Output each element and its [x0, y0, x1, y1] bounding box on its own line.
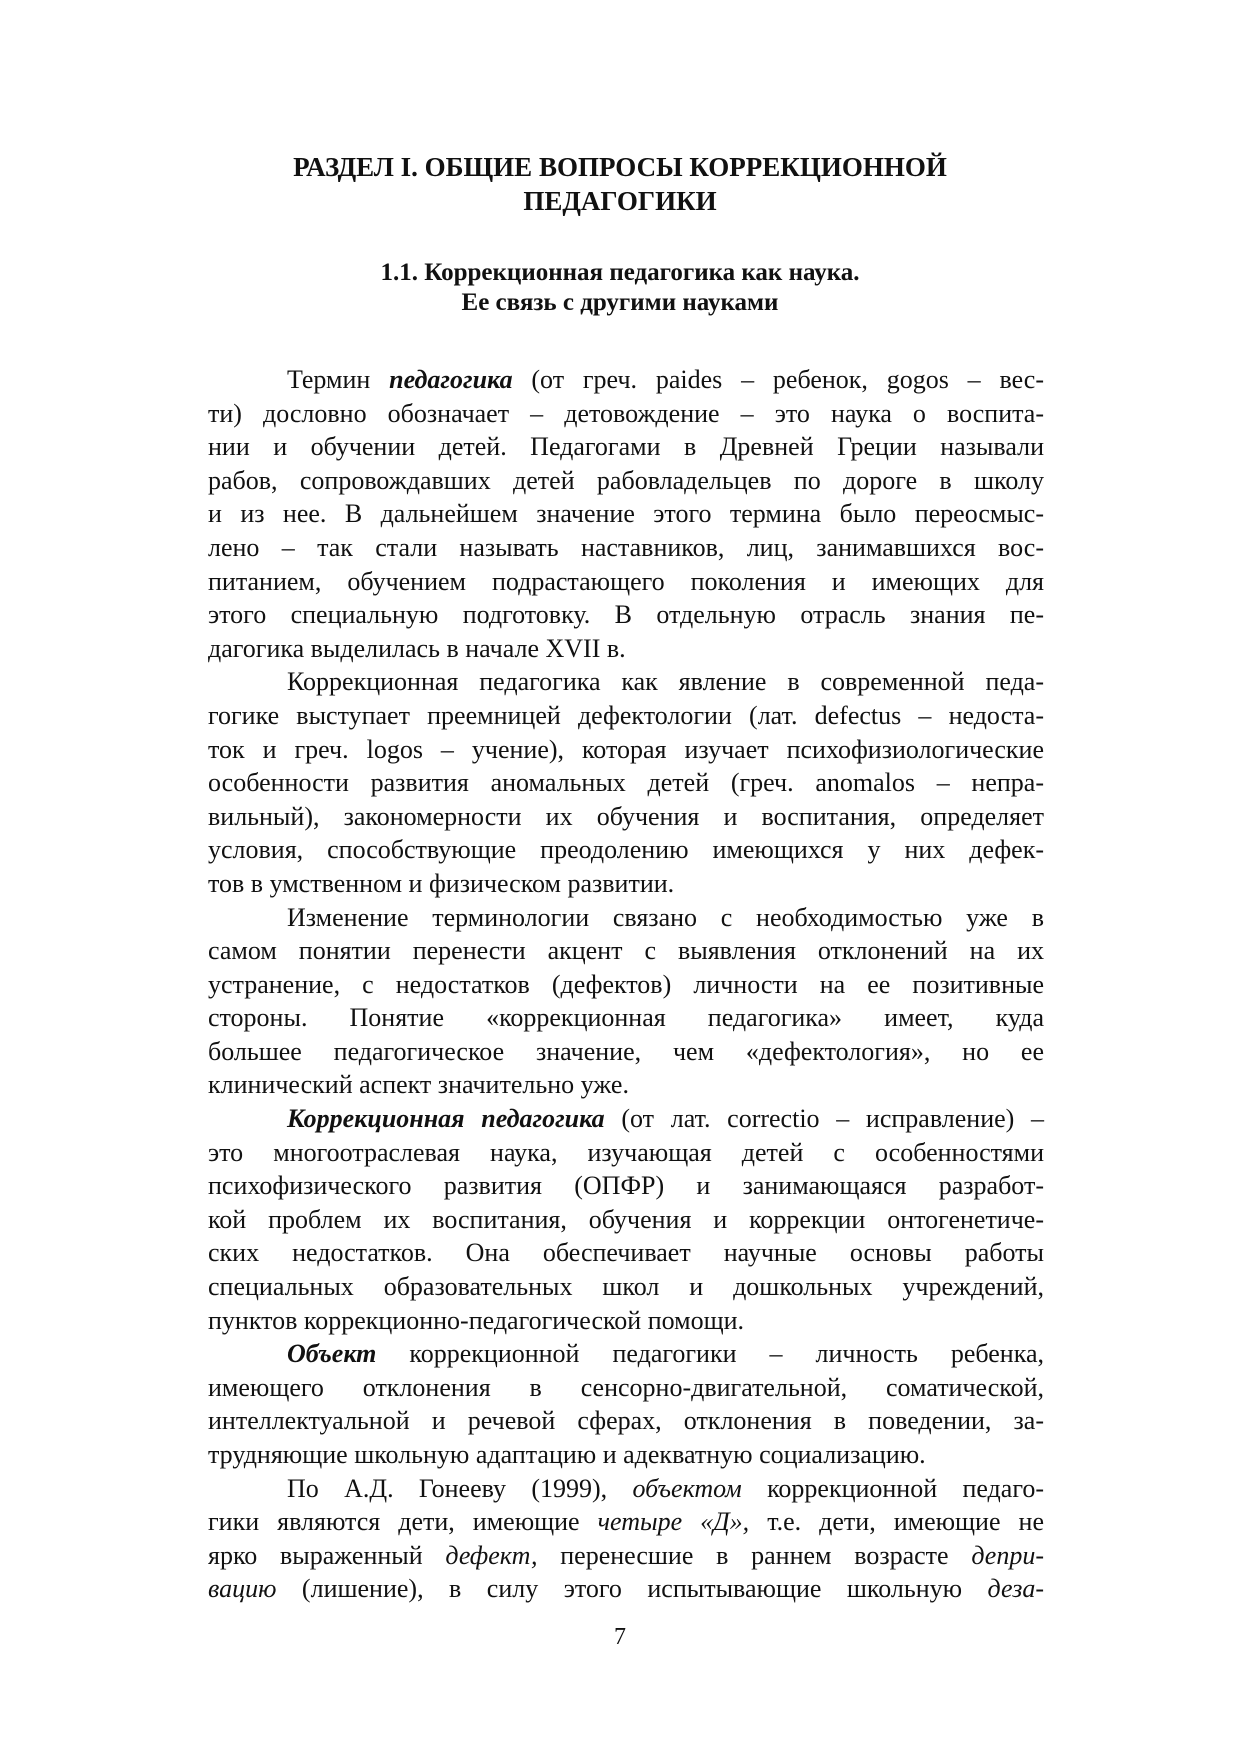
italic-term: дефект,	[445, 1540, 538, 1570]
italic-term: вацию	[208, 1574, 277, 1604]
text-line	[208, 497, 1044, 531]
section-title	[0, 150, 1240, 218]
text-segment: гики являются дети, имеющие	[208, 1507, 598, 1537]
text-line	[208, 1337, 1044, 1371]
text-line	[208, 397, 1044, 431]
paragraph	[208, 1472, 1044, 1606]
text-segment: это многоотраслевая наука, изучающая детей с особенностями	[208, 1137, 1044, 1167]
paragraph	[208, 901, 1044, 1103]
text-segment: (лишение), в силу этого испытывающие школьную	[276, 1574, 988, 1604]
text-segment: вильный), закономерности их обучения и воспитания, определяет	[208, 801, 1044, 831]
text-line	[208, 833, 1044, 867]
text-line	[208, 665, 1044, 699]
text-line	[208, 867, 1044, 901]
text-line	[208, 766, 1044, 800]
text-segment: самом понятии перенести акцент с выявления отклонений на их	[208, 936, 1044, 966]
text-line	[208, 1505, 1044, 1539]
text-line	[208, 632, 1044, 666]
text-segment: ток и греч. logos – учение), которая изучает психофизиологические	[208, 734, 1044, 764]
text-line	[208, 1068, 1044, 1102]
body-text	[208, 363, 1044, 1606]
subsection-title-line-1: 1.1. Коррекционная педагогика как наука.	[380, 259, 860, 286]
text-segment: стороны. Понятие «коррекционная педагогика» имеет, куда	[208, 1003, 1044, 1033]
text-line	[208, 800, 1044, 834]
term-emphasis: Объект	[287, 1339, 377, 1369]
term-emphasis: Коррекционная педагогика	[287, 1104, 605, 1134]
section-title-line-2: ПЕДАГОГИКИ	[523, 186, 717, 216]
text-segment: питанием, обучением подрастающего поколения и имеющих для	[208, 566, 1044, 596]
text-line	[208, 363, 1044, 397]
text-segment: (от греч. paides – ребенок, gogos – вес-	[512, 365, 1044, 394]
text-segment: тов в умственном и физическом развитии.	[208, 868, 675, 898]
text-segment: По А.Д. Гонееву (1999),	[287, 1473, 633, 1503]
text-segment: Коррекционная педагогика как явление в современной педа-	[287, 667, 1044, 697]
text-line	[208, 934, 1044, 968]
text-line	[208, 901, 1044, 935]
text-segment: коррекционной педаго-	[741, 1473, 1044, 1503]
text-segment: коррекционной педагогики – личность ребенка,	[376, 1339, 1044, 1369]
text-line	[208, 464, 1044, 498]
italic-term: деза-	[987, 1574, 1044, 1604]
text-segment: этого специальную подготовку. В отдельную отрасль знания пе-	[208, 600, 1044, 630]
text-line	[208, 968, 1044, 1002]
text-line	[208, 1169, 1044, 1203]
text-segment: ских недостатков. Она обеспечивает научные основы работы	[208, 1238, 1044, 1268]
text-segment: особенности развития аномальных детей (греч. anomalos – непра-	[208, 768, 1044, 798]
text-segment: гогике выступает преемницей дефектологии (лат. defectus – недоста-	[208, 700, 1044, 730]
italic-term: депри-	[971, 1540, 1044, 1570]
text-segment: специальных образовательных школ и дошкольных учреждений,	[208, 1272, 1044, 1302]
subsection-title-line-2: Ее связь с другими науками	[461, 289, 779, 316]
text-segment: интеллектуальной и речевой сферах, отклонения в поведении, за-	[208, 1406, 1044, 1436]
text-line	[208, 1304, 1044, 1338]
italic-term: четыре «Д»,	[597, 1507, 750, 1537]
text-segment: ярко выраженный	[208, 1540, 446, 1570]
text-line	[208, 1539, 1044, 1573]
text-line	[208, 1438, 1044, 1472]
text-segment: устранение, с недостатков (дефектов) личности на ее позитивные	[208, 969, 1044, 999]
section-title-line-1: РАЗДЕЛ I. ОБЩИЕ ВОПРОСЫ КОРРЕКЦИОННОЙ	[293, 152, 947, 182]
subsection-title	[0, 258, 1240, 318]
text-segment: ти) дословно обозначает – детовождение – это наука о воспита-	[208, 398, 1044, 428]
text-segment: Изменение терминологии связано с необходимостью уже в	[287, 902, 1044, 932]
text-line	[208, 1371, 1044, 1405]
text-segment: т.е. дети, имеющие не	[749, 1507, 1044, 1537]
text-line	[208, 733, 1044, 767]
text-line	[208, 1203, 1044, 1237]
text-segment: клинический аспект значительно уже.	[208, 1070, 629, 1100]
text-line	[208, 1270, 1044, 1304]
text-line	[208, 1035, 1044, 1069]
paragraph	[208, 1102, 1044, 1337]
text-segment: кой проблем их воспитания, обучения и коррекции онтогенетиче-	[208, 1204, 1044, 1234]
text-segment: нии и обучении детей. Педагогами в Древней Греции называли	[208, 432, 1044, 462]
text-segment: лено – так стали называть наставников, лиц, занимавшихся вос-	[208, 532, 1044, 562]
text-line	[208, 699, 1044, 733]
term-emphasis: педагогика	[389, 365, 513, 394]
text-segment: психофизического развития (ОПФР) и занимающаяся разработ-	[208, 1171, 1044, 1201]
text-segment: перенесшие в раннем возрасте	[537, 1540, 972, 1570]
text-segment: и из нее. В дальнейшем значение этого термина было переосмыс-	[208, 499, 1044, 529]
text-line	[208, 598, 1044, 632]
text-segment: дагогика выделилась в начале XVII в.	[208, 633, 626, 663]
text-line	[208, 430, 1044, 464]
text-line	[208, 1472, 1044, 1506]
text-line	[208, 1236, 1044, 1270]
text-segment: (от лат. correctio – исправление) –	[604, 1104, 1044, 1134]
text-segment: условия, способствующие преодолению имеющихся у них дефек-	[208, 835, 1044, 865]
text-segment: трудняющие школьную адаптацию и адекватную социализацию.	[208, 1440, 926, 1469]
text-line	[208, 1102, 1044, 1136]
paragraph	[208, 363, 1044, 665]
text-line	[208, 1404, 1044, 1438]
paragraph	[208, 1337, 1044, 1471]
text-segment: имеющего отклонения в сенсорно-двигательной, соматической,	[208, 1372, 1044, 1402]
text-segment: большее педагогическое значение, чем «дефектология», но ее	[208, 1036, 1044, 1066]
italic-term: объектом	[632, 1473, 742, 1503]
text-segment: пунктов коррекционно-педагогической помощи.	[208, 1305, 745, 1335]
text-line	[208, 565, 1044, 599]
text-line	[208, 531, 1044, 565]
text-line	[208, 1136, 1044, 1170]
text-segment: Термин	[287, 365, 390, 394]
paragraph	[208, 665, 1044, 900]
page-number: 7	[614, 1624, 626, 1650]
text-line	[208, 1572, 1044, 1606]
text-segment: рабов, сопровождавших детей рабовладельцев по дороге в школу	[208, 465, 1044, 495]
text-line	[208, 1001, 1044, 1035]
